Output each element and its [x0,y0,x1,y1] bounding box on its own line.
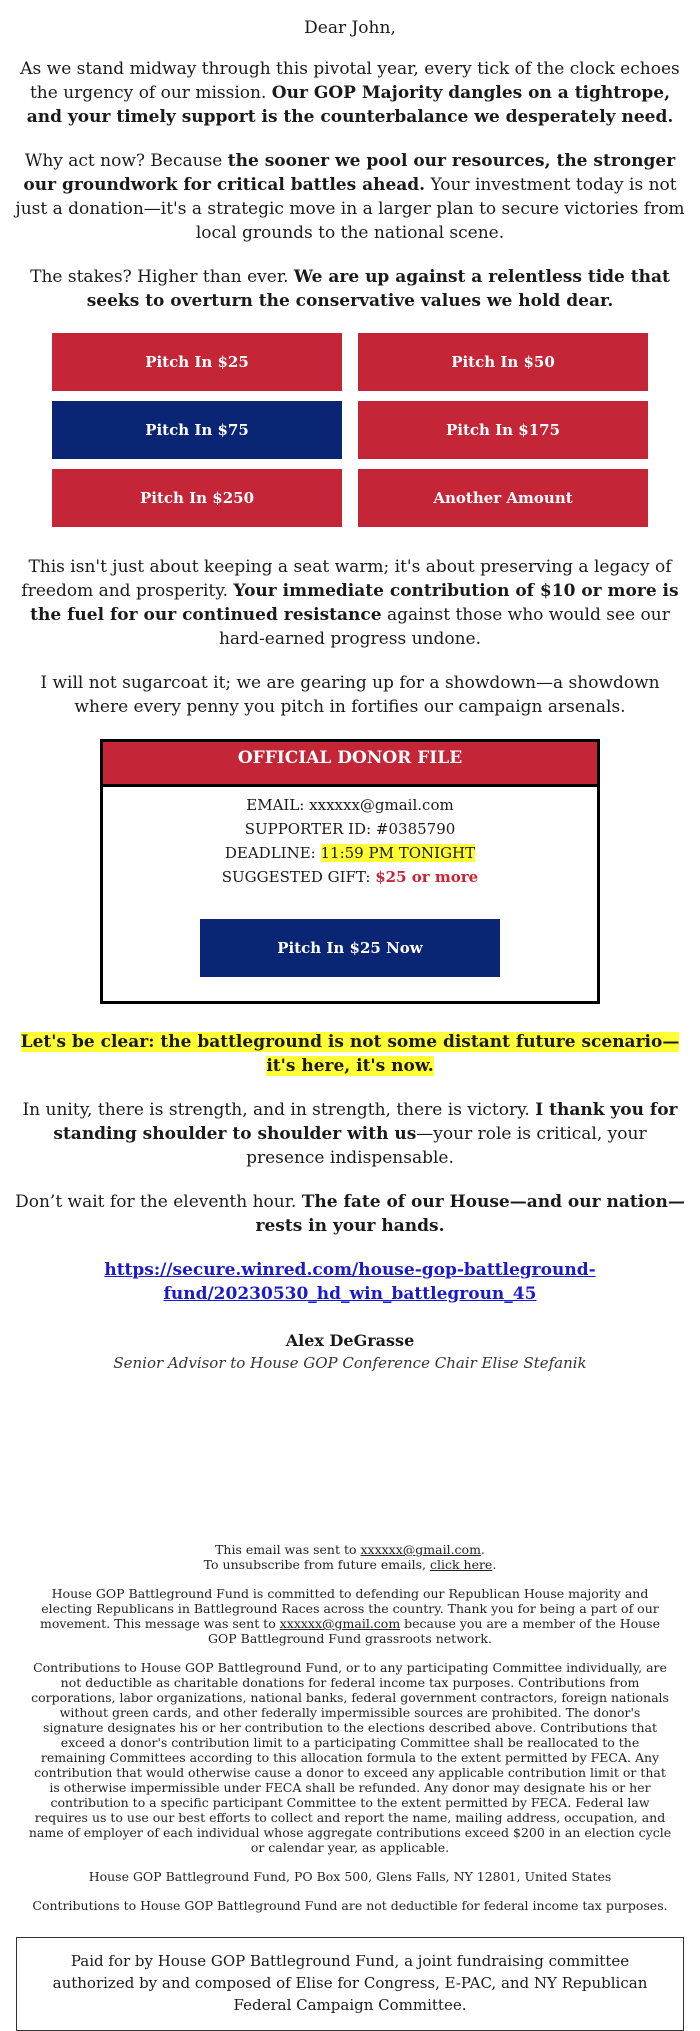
paragraph-4: This isn't just about keeping a seat warm; it's about preserving a legacy of freedom and prosperity. Your immediate contribution of $10 or more is the fuel for our continued resistance against those who would see our hard-earned progress undone. [21,557,679,649]
footer-tax-note: Contributions to House GOP Battleground Fund are not deductible for federal income tax purposes. [32,1898,668,1913]
donor-email-row: EMAIL: xxxxxx@gmail.com [246,796,454,814]
deadline-row: DEADLINE: 11:59 PM TONIGHT [224,844,476,862]
pitch-in-25-now-button[interactable]: Pitch In $25 Now [200,919,500,977]
paragraph-7: Don’t wait for the eleventh hour. The fate of our House—and our nation—rests in your hands. [15,1192,685,1236]
donation-link-line [14,1258,686,1306]
footer-address: House GOP Battleground Fund, PO Box 500, Glens Falls, NY 12801, United States [88,1869,612,1884]
donation-link[interactable]: https://secure.winred.com/house-gop-battleground-fund/20230530_hd_win_battlegroun_45 [104,1260,596,1304]
footer-legal: Contributions to House GOP Battleground Fund, or to any participating Committee individually, are not deductible as charitable donations for federal income tax purposes. Contributions from corporations, labor organizations, national banks, federal government contractors, foreign nationals without green cards, and other federally impermissible sources are prohibited. The donor's signature designates his or her contribution to the elections described above. Contributions that exceed a donor's contribution limit to a participating Committee shall be reallocated to the remaining Committees according to this allocation formula to the extent permitted by FECA. Any contribution that would otherwise cause a donor to exceed any applicable contribution limit or that is otherwise impermissible under FECA shall be refunded. Any donor may designate his or her contribution to a specific participant Committee to the extent permitted by FECA. Federal law requires us to use our best efforts to collect and report the name, mailing address, occupation, and name of employer of each individual whose aggregate contributions exceed $200 in an election cycle or calendar year, as applicable. [28,1660,672,1855]
highlighted-callout: Let's be clear: the battleground is not some distant future scenario—it's here, it's now. [20,1032,680,1076]
footer-about-email-link[interactable]: xxxxxx@gmail.com [279,1616,401,1631]
donor-file-title: OFFICIAL DONOR FILE [103,742,597,787]
suggested-gift-value: $25 or more [375,868,479,886]
paragraph-6: In unity, there is strength, and in strength, there is victory. I thank you for standing shoulder to shoulder with us—your role is critical, your presence indispensable. [22,1100,678,1168]
footer [14,1374,686,2031]
footer-email-link[interactable]: xxxxxx@gmail.com [360,1542,481,1557]
supporter-id-row: SUPPORTER ID: #0385790 [244,820,456,838]
paragraph-1: As we stand midway through this pivotal year, every tick of the clock echoes the urgency of our mission. Our GOP Majority dangles on a tightrope, and your timely support is the counterbalance we desperately need. [20,59,680,127]
unsubscribe-link[interactable]: click here [429,1557,493,1572]
pitch-in-175-button[interactable]: Pitch In $175 [358,401,648,459]
pitch-in-75-button[interactable]: Pitch In $75 [52,401,342,459]
paragraph-5: I will not sugarcoat it; we are gearing up for a showdown—a showdown where every penny you pitch in fortifies our campaign arsenals. [40,673,660,717]
paragraph-3: The stakes? Higher than ever. We are up against a relentless tide that seeks to overturn the conservative values we hold dear. [30,267,670,311]
donor-file-details [103,787,597,1001]
pitch-in-250-button[interactable]: Pitch In $250 [52,469,342,527]
signature-name: Alex DeGrasse [285,1331,415,1350]
official-donor-file [100,739,600,1004]
suggested-gift-row: SUGGESTED GIFT: $25 or more [221,868,479,886]
donor-email-value: xxxxxx@gmail.com [309,796,454,814]
footer-about: House GOP Battleground Fund is committed to defending our Republican House majority and electing Republicans in Battleground Races across the country. Thank you for being a part of our movement. This message was sent to xxxxxx@gmail.com because you are a member of the House GOP Battleground Fund grassroots network. [40,1586,660,1646]
donation-button-grid [52,333,648,527]
greeting: Dear John, [304,18,396,38]
footer-sent-to: This email was sent to xxxxxx@gmail.com. To unsubscribe from future emails, click here. [203,1542,497,1572]
paragraph-2: Why act now? Because the sooner we pool our resources, the stronger our groundwork for critical battles ahead. Your investment today is not just a donation—it's a strategic move in a larger plan to secure victories from local grounds to the national scene. [15,151,685,243]
deadline-value: 11:59 PM TONIGHT [320,844,476,862]
paid-for-disclaimer: Paid for by House GOP Battleground Fund, a joint fundraising committee authorized by and composed of Elise for Congress, E-PAC, and NY Republican Federal Campaign Committee. [16,1937,684,2031]
signature-title: Senior Advisor to House GOP Conference Chair Elise Stefanik [113,1354,587,1372]
pitch-in-50-button[interactable]: Pitch In $50 [358,333,648,391]
pitch-in-25-button[interactable]: Pitch In $25 [52,333,342,391]
supporter-id-value: #0385790 [375,820,456,838]
another-amount-button[interactable]: Another Amount [358,469,648,527]
